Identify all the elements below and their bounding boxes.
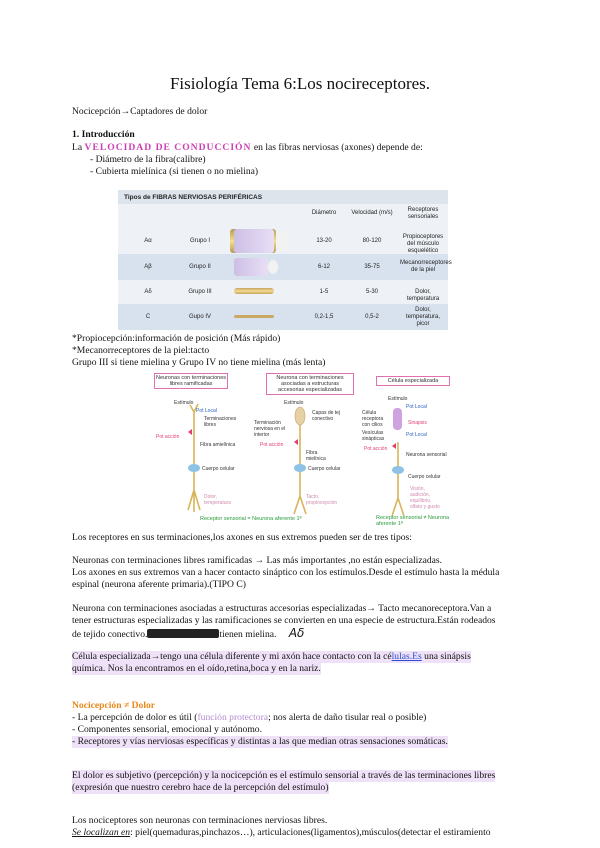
row-2-type: Aβ xyxy=(144,264,152,270)
pain-useful-post: ; nos alerta de daño tisular real o posible) xyxy=(268,712,427,723)
row-2-speed: 35-75 xyxy=(364,264,380,270)
paragraph-accessory-3 xyxy=(72,627,304,641)
bullet-diameter: - Diámetro de la fibra(calibre) xyxy=(90,154,206,165)
label-pain-temp: Dolor, temperatura xyxy=(204,494,231,506)
label-nerve-ending: Terminación nerviosa en el interior xyxy=(254,420,286,438)
pain-useful-pre: - La percepción de dolor es útil ( xyxy=(72,712,198,723)
section-1-heading: 1. Introducción xyxy=(72,129,135,140)
row-1-type: Aα xyxy=(144,238,152,244)
label-amyelinic-fiber: Fibra amielínica xyxy=(200,442,236,448)
locations-rest: : piel(quemaduras,pinchazos…), articulaciones(ligamentos),músculos(detectar el estiramiento xyxy=(130,827,491,838)
row-3-receptors: Dolor, temperatura xyxy=(406,289,440,302)
row-2-diameter: 6-12 xyxy=(317,264,330,270)
label-stimulus: Estímulo xyxy=(388,396,408,402)
specialized-1-post: una sinápsis xyxy=(424,651,471,662)
row-4-type: C xyxy=(145,314,151,320)
note-proprioception: *Propiocepción:información de posición (Más rápido) xyxy=(72,333,281,344)
row-1-diameter: 13-20 xyxy=(316,238,332,244)
label-synaptic-vesicles: Vesículas sinápticas xyxy=(362,430,385,442)
box-accessory-structures: Neurona con terminaciones asociadas a estructuras accesorias especializadas xyxy=(266,373,354,395)
paragraph-nociceptors: Los nociceptores son neuronas con terminaciones nerviosas libres. xyxy=(72,815,328,826)
paragraph-pain-subjective-1: El dolor es subjetivo (percepción) y la nocicepción es el estímulo sensorial a través de las terminaciones libres xyxy=(72,770,496,781)
table-row xyxy=(118,280,448,306)
label-cell-body: Cuerpo celular xyxy=(202,466,235,472)
paragraph-accessory-2: tener estructuras especializadas y las ramificaciones se convierten en una especie de estructura.Están rodeados xyxy=(72,615,496,626)
conduction-sentence xyxy=(72,142,423,154)
paragraph-specialized-1 xyxy=(72,651,471,663)
box-free-endings: Neuronas con terminaciones libres ramificadas xyxy=(156,375,227,387)
paragraph-pain-subjective-2: (expresión que nuestro cerebro hace de la percepción del estímulo) xyxy=(72,782,329,793)
row-3-speed: 5-30 xyxy=(365,289,378,295)
row-1-speed: 80-120 xyxy=(362,238,382,244)
bullet-specific-pathways: - Receptores y vías nerviosas específicas y distintas a las que median otras sensaciones somáticas. xyxy=(72,736,448,747)
label-action-potential: Pot acción xyxy=(156,434,180,440)
row-4-group: Gupo IV xyxy=(188,314,211,320)
accessory-3-pre: de tejido conectivo. xyxy=(72,629,148,640)
paragraph-free-endings-3: espinal (neurona aferente primaria).(TIPO C) xyxy=(72,579,246,590)
protective-function-highlight: función protectora xyxy=(197,712,269,723)
label-myelinic-fiber: Fibra mielínica xyxy=(306,450,326,462)
row-4-speed: 0,5-2 xyxy=(365,314,379,320)
label-sensory-neuron: Neurona sensorial xyxy=(406,452,447,458)
nerve-fiber-table xyxy=(118,190,452,330)
paragraph-accessory-1: Neurona con terminaciones asociadas a estructuras accesorias especializadas→ Tacto mecanoreceptora.Van a xyxy=(72,603,492,614)
paragraph-specialized-2: química. Nos la encontramos en el oído,retina,boca y en la nariz. xyxy=(72,663,321,674)
caption-receptor-equals-neuron: Receptor sensorial = Neurona aferente 1ª xyxy=(200,516,302,522)
row-1-group: Grupo I xyxy=(189,238,210,244)
box-specialized-cell: Célula especializada xyxy=(376,376,450,386)
table-title: Tipos de FIBRAS NERVIOSAS PERIFÉRICAS xyxy=(124,194,263,201)
caption-receptor-differs-neuron: Receptor sensorial ≠ Neurona aferente 1ª xyxy=(376,515,450,527)
label-free-endings: Terminaciones libres xyxy=(204,416,237,428)
row-3-diameter: 1-5 xyxy=(319,289,329,295)
note-groups: Grupo III si tiene mielina y Grupo IV no tiene mielina (más lenta) xyxy=(72,357,326,368)
row-3-type: Aδ xyxy=(144,289,152,295)
receptor-types-diagram xyxy=(148,370,478,530)
specialized-link[interactable]: lulas.Es xyxy=(391,651,422,662)
page-title: Fisiología Tema 6:Los nocireceptores. xyxy=(169,74,431,93)
bullet-pain-useful xyxy=(72,712,426,724)
paragraph-free-endings-2: Los axones en sus extremos van a hacer contacto sináptico con los estímulos.Desde el estímulo hasta la médula xyxy=(72,567,500,578)
header-diameter: Diámetro xyxy=(311,210,337,216)
sentence-prefix: La xyxy=(72,142,83,153)
label-stimulus: Estímulo xyxy=(174,400,194,406)
intro-line: Nocicepción→Captadores de dolor xyxy=(72,106,208,117)
myelin-ring-icon xyxy=(268,260,278,274)
label-local-potential: Pot Local xyxy=(196,408,217,414)
label-synapse: Sinapsis xyxy=(408,420,427,426)
row-3-group: Grupo III xyxy=(188,289,212,295)
paragraph-three-types: Los receptores en sus terminaciones,los axones en sus extremos pueden ser de tres tipos: xyxy=(72,532,412,543)
section-2-heading: Nocicepción ≠ Dolor xyxy=(72,700,156,711)
myelin-sheath-icon xyxy=(234,229,274,253)
myelin-ring-icon xyxy=(276,231,290,251)
label-local-potential-2: Pot Local xyxy=(406,432,427,438)
row-4-diameter: 0,2-1,5 xyxy=(314,314,334,320)
fiber-c-icon xyxy=(234,315,274,318)
row-4-receptors: Dolor, temperatura, picor xyxy=(405,307,441,327)
note-mechanoreceptors: *Mecanorreceptores de la piel:tacto xyxy=(72,345,210,356)
label-special-senses: Visión, audición, equilibrio, olfato y gusto xyxy=(410,486,440,510)
fiber-delta-icon xyxy=(234,288,274,294)
redacted-scribble xyxy=(147,629,219,638)
bullet-components: - Componentes sensorial, emocional y autónomo. xyxy=(72,724,262,735)
table-row xyxy=(118,254,452,280)
label-touch-proprio: Tacto, propiocepción xyxy=(306,494,338,506)
row-2-receptors: Mecanorreceptores de la piel xyxy=(400,260,452,273)
fiber-beta-icon xyxy=(234,258,268,276)
label-action-potential: Pot acción xyxy=(260,442,284,448)
label-action-potential: Pot acción xyxy=(364,446,388,452)
header-speed: Velocidad (m/s) xyxy=(351,210,393,216)
row-2-group: Grupo II xyxy=(189,264,211,270)
table-row xyxy=(118,304,448,330)
bullet-myelin: - Cubierta mielínica (si tienen o no mielina) xyxy=(90,166,259,177)
header-receptors: Receptores sensoriales xyxy=(407,207,439,220)
sentence-rest: en las fibras nerviosas (axones) depende de: xyxy=(253,142,423,153)
label-cell-body: Cuerpo celular xyxy=(408,474,441,480)
accessory-3-post: tienen mielina. xyxy=(219,629,277,640)
label-local-potential: Pot Local xyxy=(406,404,427,410)
label-stimulus: Estímulo xyxy=(284,400,304,406)
row-1-receptors: Propioceptores del músculo esquelético xyxy=(402,234,444,254)
locations-label: Se localizan en xyxy=(72,827,131,838)
label-capsule: Capas de tej conectivo xyxy=(312,410,341,422)
label-cell-body: Cuerpo celular xyxy=(308,466,341,472)
conduction-speed-highlight: VELOCIDAD DE CONDUCCIÓN xyxy=(84,142,252,153)
handwritten-a-delta: Aδ xyxy=(288,626,305,640)
label-receptor-cell: Célula receptora con cilios xyxy=(362,410,384,428)
paragraph-free-endings-1: Neuronas con terminaciones libres ramificadas → Las más importantes ,no están especializadas. xyxy=(72,555,443,566)
specialized-1-pre: Célula especializada→tengo una célula diferente y mi axón hace contacto con la cé xyxy=(72,651,392,662)
paragraph-locations xyxy=(72,827,491,839)
